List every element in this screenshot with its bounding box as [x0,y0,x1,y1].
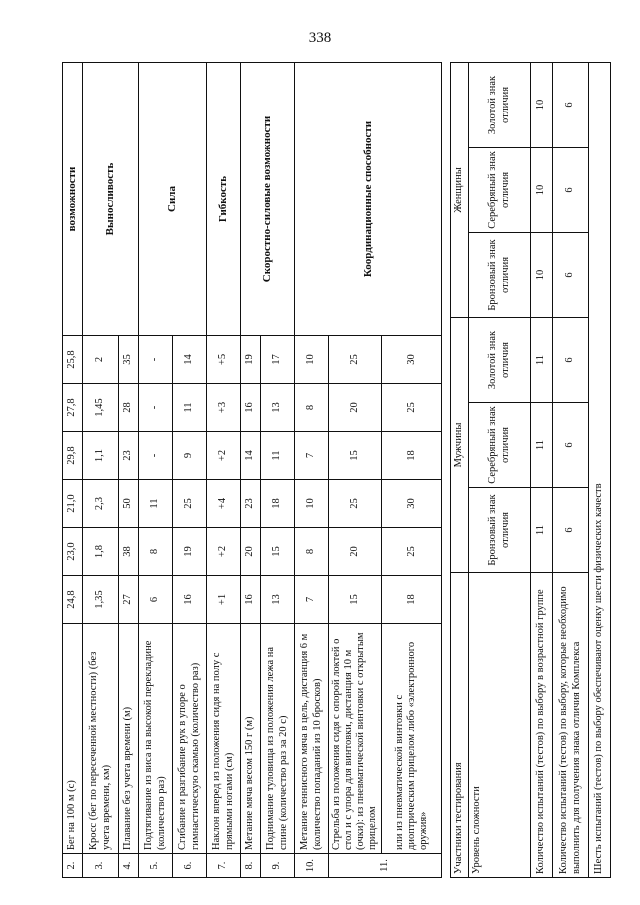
men-value: 19 [173,528,207,576]
men-value: 13 [261,576,295,624]
women-value: 35 [119,336,139,384]
table-row [63,63,83,878]
quality-group: Гибкость [207,63,241,336]
level-silver-women: Серебряный знак отличия [469,147,531,232]
test-name: Метание мяча весом 150 г (м) [241,624,261,854]
men-value: 7 [295,576,329,624]
women-value: 9 [173,432,207,480]
women-header: Женщины [451,62,469,317]
tests-count-value: 10 [531,232,553,317]
row-number: 10. [295,854,329,878]
women-value: 30 [382,336,442,384]
test-name: Сгибание и разгибание рук в упоре о гимнастическую скамью (количество раз) [173,624,207,854]
women-value: 25 [382,384,442,432]
table-row [241,63,261,878]
women-value: +2 [207,432,241,480]
tests-required-value: 6 [553,232,589,317]
row-number: 3. [83,854,119,878]
tests-required-value: 6 [553,317,589,402]
women-value: - [139,384,173,432]
women-value: - [139,336,173,384]
level-gold-women: Золотой знак отличия [469,62,531,147]
men-value: 30 [382,480,442,528]
tests-required-value: 6 [553,488,589,573]
men-value: 8 [139,528,173,576]
women-value: 25 [329,336,382,384]
men-value: 18 [261,480,295,528]
men-value: 20 [329,528,382,576]
men-value: 21,0 [63,480,83,528]
men-value: 10 [295,480,329,528]
table-row [295,63,329,878]
quality-group: Координационные способности [295,63,442,336]
table-row [83,63,119,878]
men-value: 6 [139,576,173,624]
men-header: Мужчины [451,317,469,572]
summary-table [450,62,611,878]
women-value: 25,8 [63,336,83,384]
quality-group: Скоростно-силовые возможности [241,63,295,336]
men-value: 16 [241,576,261,624]
women-value: 16 [241,384,261,432]
test-name: Подтягивание из виса на высокой перекладине (количество раз) [139,624,173,854]
men-value: 25 [382,528,442,576]
tests-count-value: 11 [531,488,553,573]
women-value: 7 [295,432,329,480]
men-value: 8 [295,528,329,576]
tests-required-value: 6 [553,147,589,232]
quality-group: Сила [139,63,207,336]
men-value: 15 [329,576,382,624]
women-value: - [139,432,173,480]
row-number: 9. [261,854,295,878]
men-value: 20 [241,528,261,576]
women-value: 10 [295,336,329,384]
page-number: 338 [308,30,332,46]
level-bronze-women: Бронзовый знак отличия [469,232,531,317]
women-value: 28 [119,384,139,432]
row-number: 6. [173,854,207,878]
tests-required-value: 6 [553,403,589,488]
row-number: 8. [241,854,261,878]
test-name: Плавание без учета времени (м) [119,624,139,854]
level-gold-men: Золотой знак отличия [469,317,531,402]
women-value: 1,1 [83,432,119,480]
women-value: 23 [119,432,139,480]
women-value: 13 [261,384,295,432]
men-value: 25 [329,480,382,528]
men-value: 2,3 [83,480,119,528]
women-value: 14 [241,432,261,480]
footnote: Шесть испытаний (тестов) по выбору обеспечивают оценку шести физических качеств [589,62,611,877]
women-value: 1,45 [83,384,119,432]
level-label: Уровень сложности [469,573,531,878]
men-value: +4 [207,480,241,528]
women-value: 19 [241,336,261,384]
men-value: 23 [241,480,261,528]
level-silver-men: Серебряный знак отличия [469,403,531,488]
tests-required-value: 6 [553,62,589,147]
tests-count-value: 11 [531,317,553,402]
women-value: 14 [173,336,207,384]
men-value: +2 [207,528,241,576]
women-value: 29,8 [63,432,83,480]
test-name: или из пневматической винтовки с диоптрическим прицелом либо «электронного оружия» [382,624,442,854]
quality-group: Выносливость [83,63,139,336]
tests-count-value: 10 [531,147,553,232]
men-value: 38 [119,528,139,576]
test-name: Поднимание туловища из положения лежа на спине (количество раз за 20 с) [261,624,295,854]
quality-group: возможности [63,63,83,336]
men-value: 24,8 [63,576,83,624]
women-value: 11 [173,384,207,432]
women-value: 18 [382,432,442,480]
women-value: +3 [207,384,241,432]
men-value: 15 [261,528,295,576]
women-value: 2 [83,336,119,384]
women-value: 8 [295,384,329,432]
table-row [139,63,173,878]
standards-table [62,62,442,878]
row-number: 11. [329,854,442,878]
women-value: +5 [207,336,241,384]
test-name: Кросс (бег по пересеченной местности) (без учета времени, км) [83,624,119,854]
tests-count-value: 10 [531,62,553,147]
women-value: 27,8 [63,384,83,432]
women-value: 11 [261,432,295,480]
men-value: 50 [119,480,139,528]
men-value: 11 [139,480,173,528]
men-value: +1 [207,576,241,624]
men-value: 23,0 [63,528,83,576]
men-value: 18 [382,576,442,624]
tests-required-label: Количество испытаний (тестов) по выбору, которые необходимо выполнить для получения знака отличия Комплекса [553,573,589,878]
test-name: Бег на 100 м (с) [63,624,83,854]
men-value: 1,35 [83,576,119,624]
level-bronze-men: Бронзовый знак отличия [469,488,531,573]
women-value: 15 [329,432,382,480]
women-value: 17 [261,336,295,384]
test-name: Метание теннисного мяча в цель, дистанция 6 м (количество попаданий из 10 бросков) [295,624,329,854]
test-name: Наклон вперед из положения сидя на полу с прямыми ногами (см) [207,624,241,854]
row-number: 4. [119,854,139,878]
row-number: 5. [139,854,173,878]
men-value: 27 [119,576,139,624]
women-value: 20 [329,384,382,432]
table-row [207,63,241,878]
men-value: 25 [173,480,207,528]
rotated-page-content [62,63,622,878]
tests-count-value: 11 [531,403,553,488]
men-value: 1,8 [83,528,119,576]
participants-label: Участники тестирования [451,573,469,878]
tests-count-label: Количество испытаний (тестов) по выбору в возрастной группе [531,573,553,878]
test-name: Стрельба из положения сидя с опорой локтей о стол и с упора для винтовки, дистанция 10 м (очки): из пневматической винтовки с открытым прицелом [329,624,382,854]
men-value: 16 [173,576,207,624]
row-number: 7. [207,854,241,878]
row-number: 2. [63,854,83,878]
